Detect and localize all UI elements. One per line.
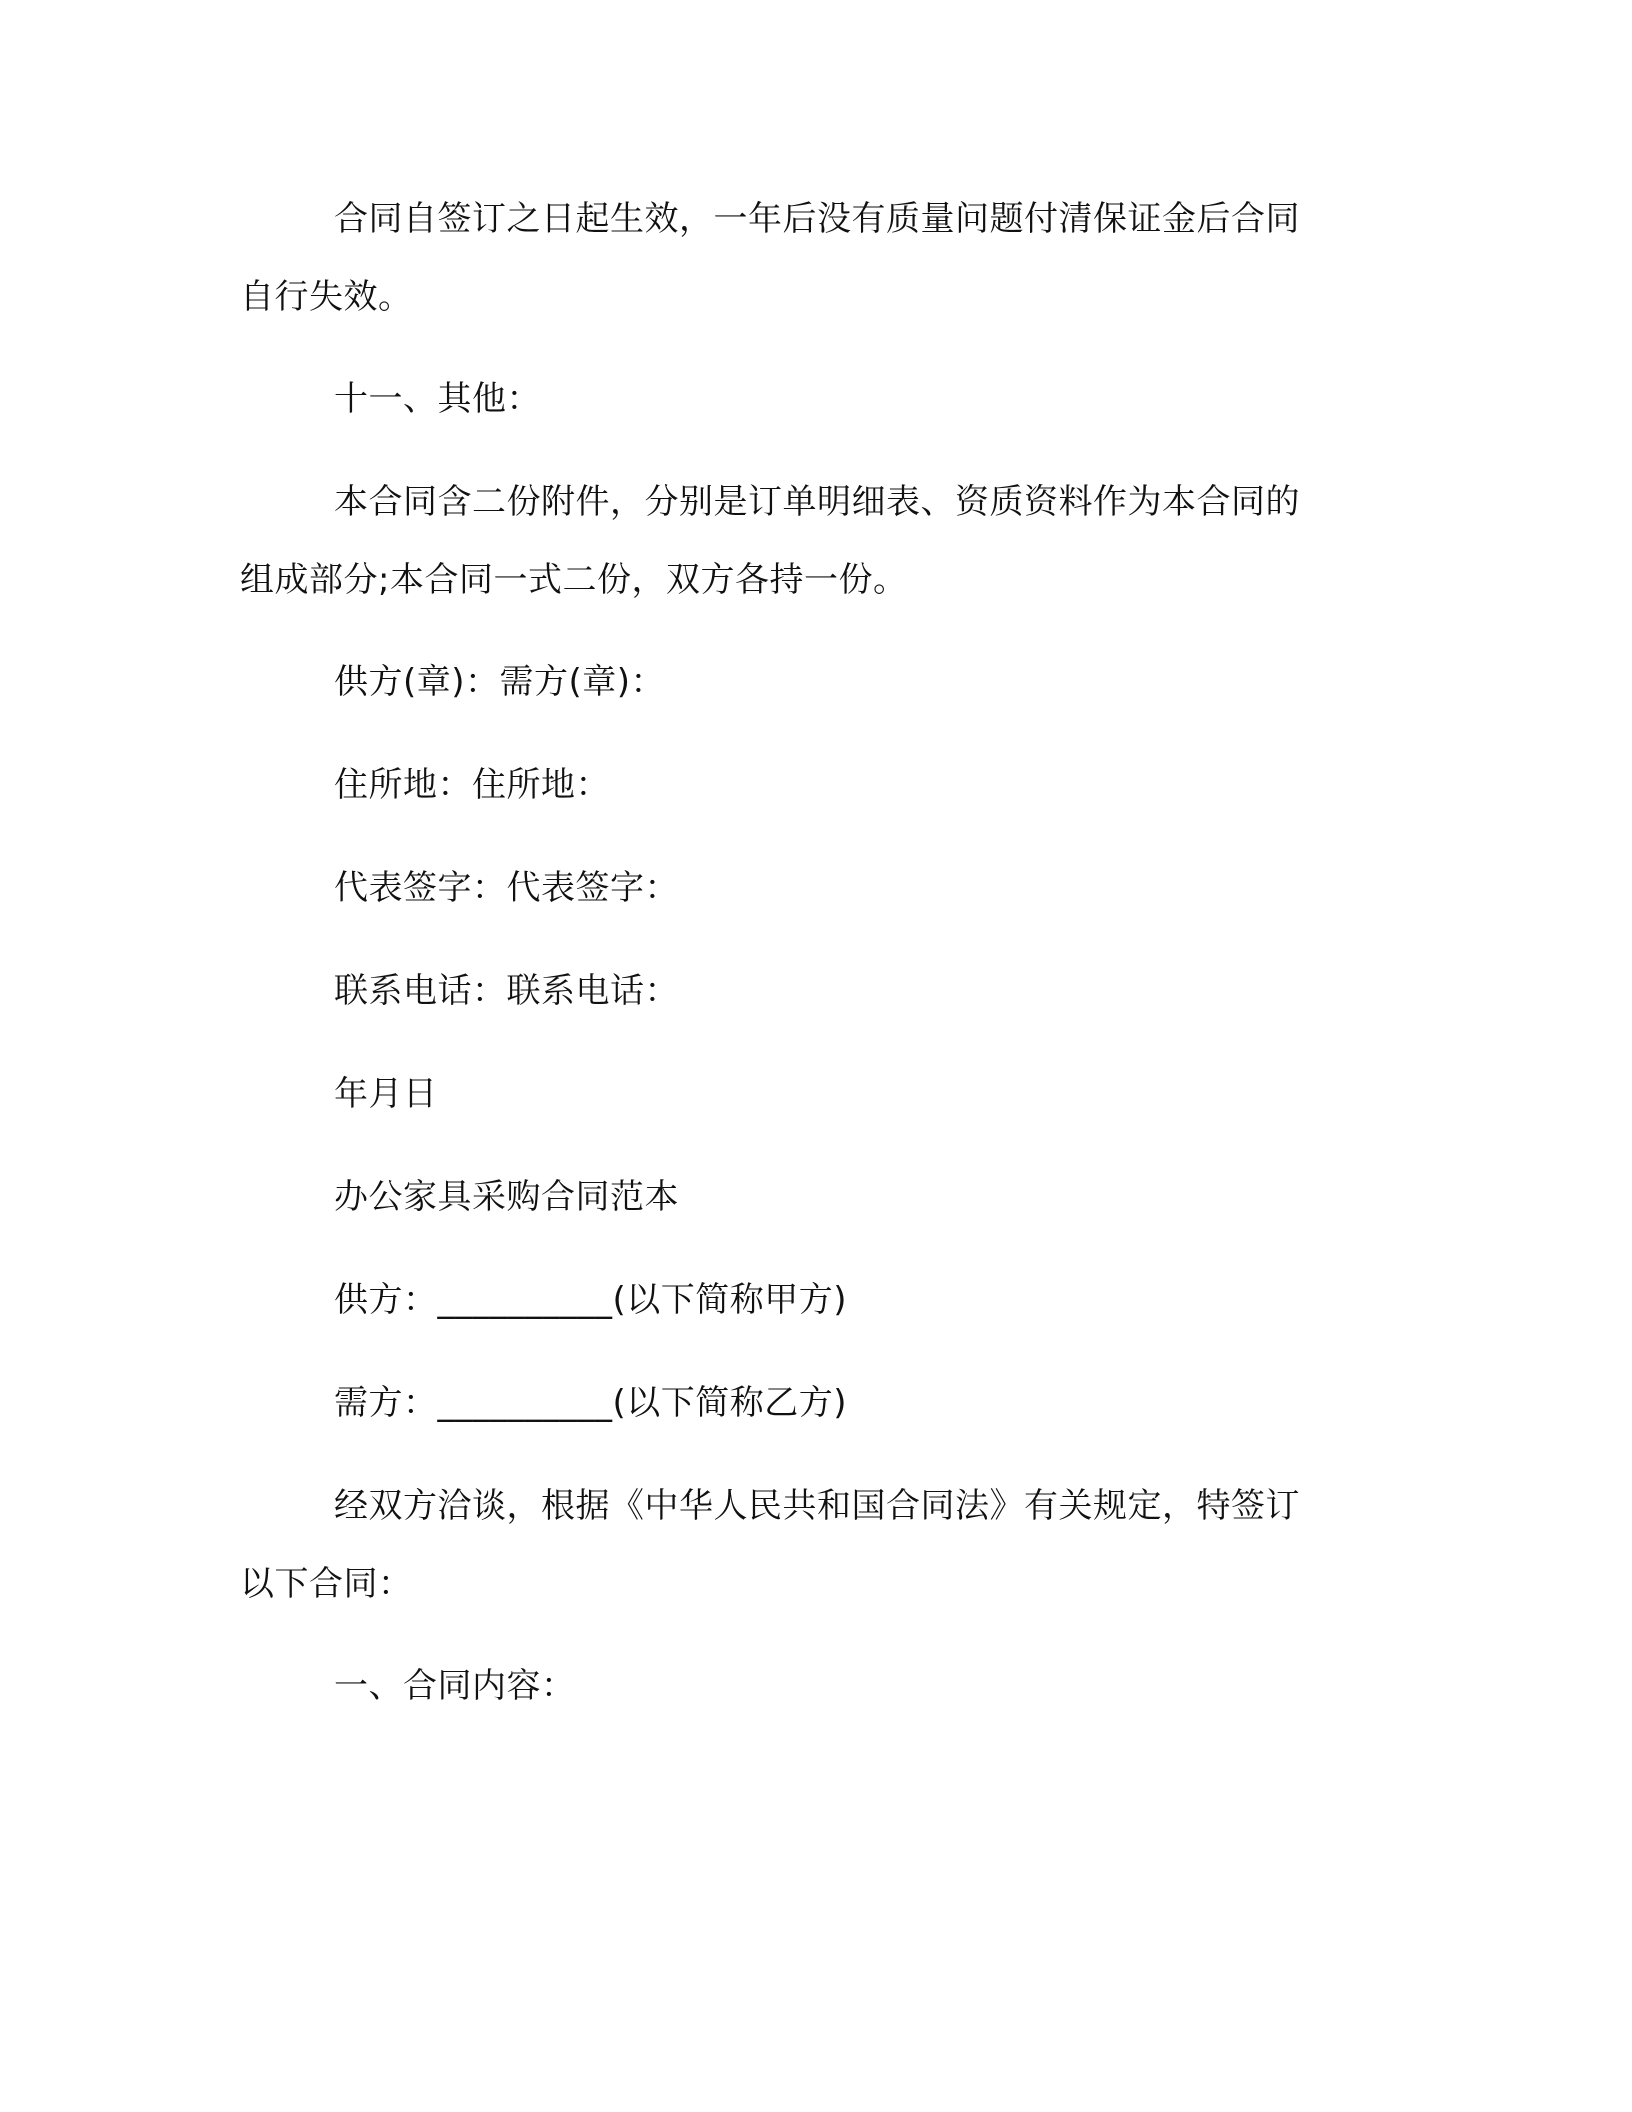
paragraph-text: 本合同含二份附件，分别是订单明细表、资质资料作为本合同的 [334, 482, 1300, 522]
field-text: 供方：__________(以下简称甲方) [334, 1280, 848, 1320]
paragraph-text: 自行失效。 [240, 277, 413, 317]
paragraph-negotiation [240, 1467, 1370, 1623]
paragraph-effectiveness [240, 180, 1370, 336]
date-line [240, 1055, 1370, 1133]
heading-text: 一、合同内容： [334, 1666, 576, 1706]
field-text: 代表签字：代表签字： [334, 868, 679, 908]
contact-phone-line [240, 952, 1370, 1030]
section-heading-contract-content [240, 1647, 1370, 1725]
document-title [240, 1158, 1370, 1236]
representative-signature-line [240, 849, 1370, 927]
heading-text: 十一、其他： [334, 379, 541, 419]
address-line [240, 746, 1370, 824]
field-text: 需方：__________(以下简称乙方) [334, 1383, 848, 1423]
field-text: 供方(章)：需方(章)： [334, 662, 666, 702]
title-text: 办公家具采购合同范本 [334, 1177, 679, 1217]
buyer-line [240, 1364, 1370, 1442]
paragraph-text: 组成部分;本合同一式二份，双方各持一份。 [240, 560, 908, 600]
field-text: 年月日 [334, 1074, 438, 1114]
signature-seal-line [240, 643, 1370, 721]
paragraph-text: 经双方洽谈，根据《中华人民共和国合同法》有关规定，特签订 [334, 1486, 1300, 1526]
paragraph-text: 以下合同： [240, 1564, 413, 1604]
field-text: 联系电话：联系电话： [334, 971, 679, 1011]
paragraph-attachments [240, 463, 1370, 619]
paragraph-text: 合同自签订之日起生效，一年后没有质量问题付清保证金后合同 [334, 199, 1300, 239]
field-text: 住所地：住所地： [334, 765, 610, 805]
section-heading-other [240, 360, 1370, 438]
supplier-line [240, 1261, 1370, 1339]
